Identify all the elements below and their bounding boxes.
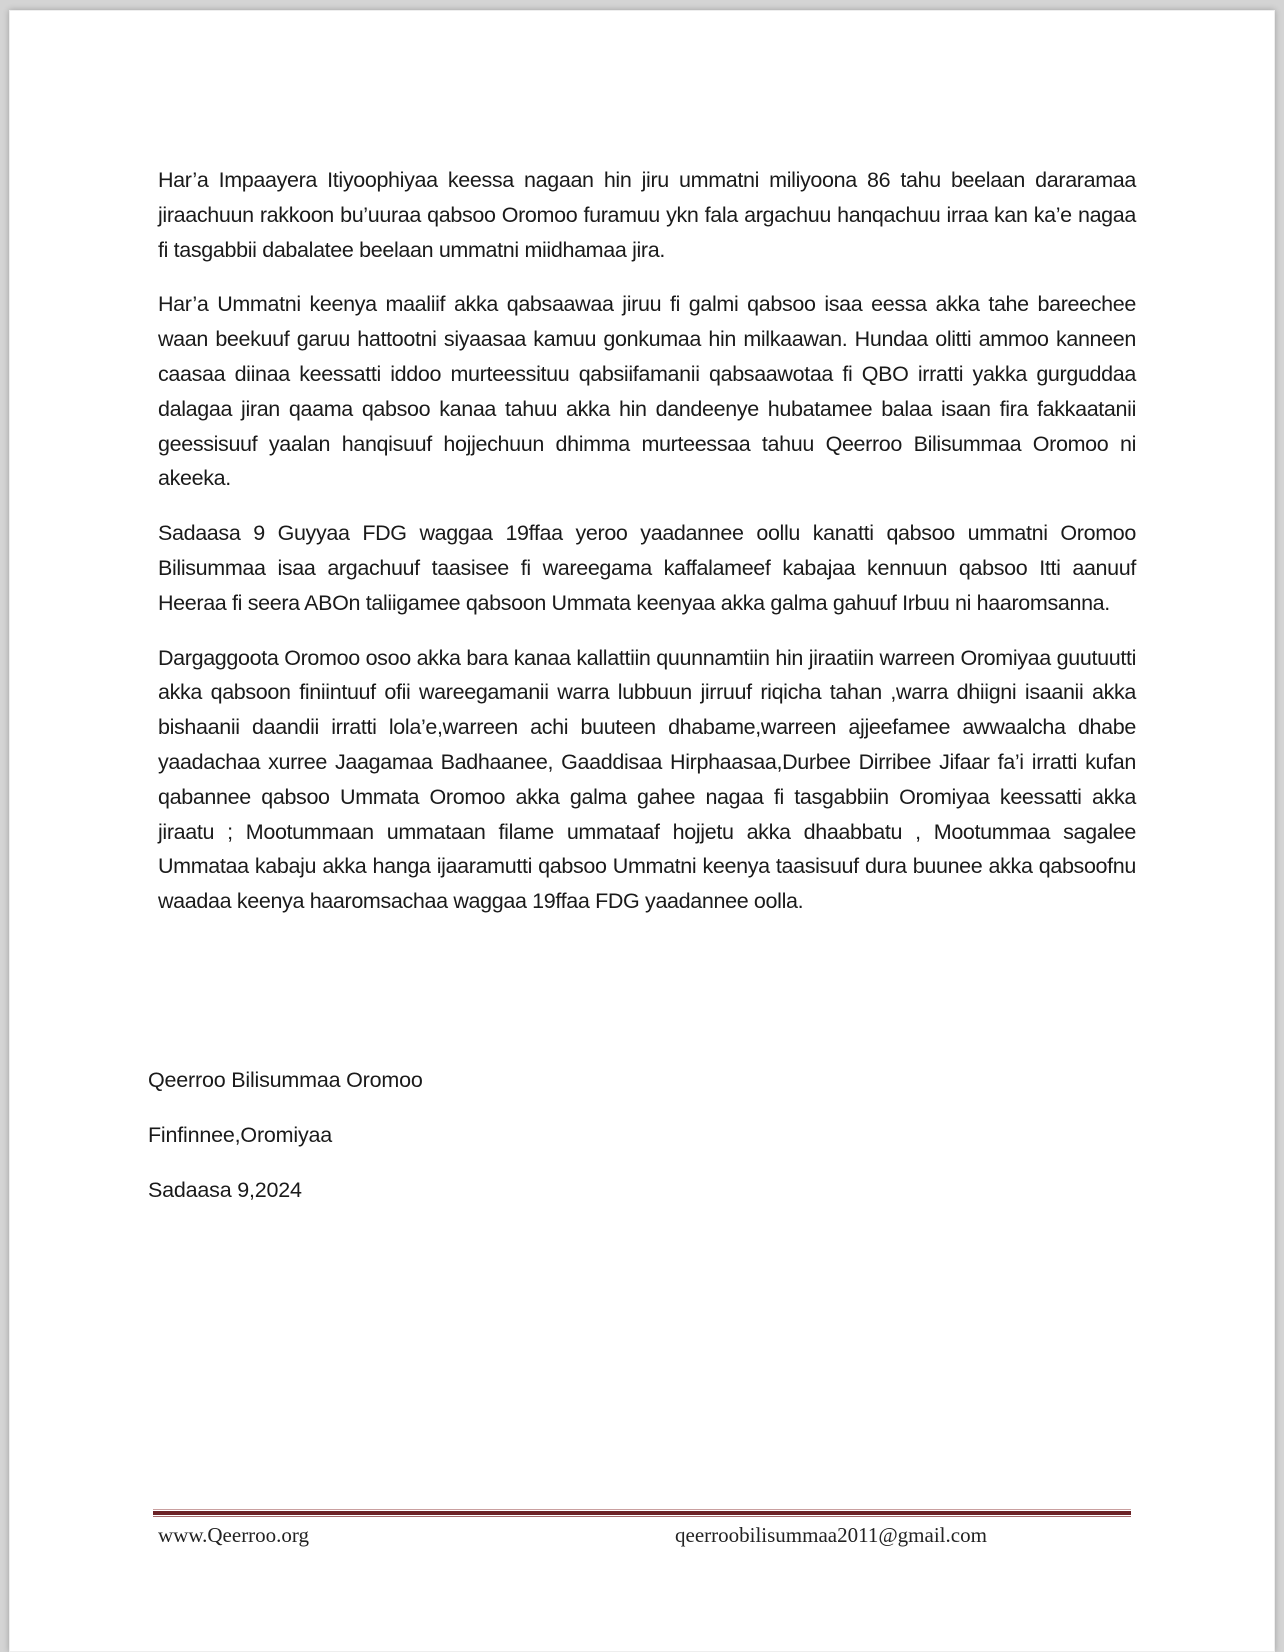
footer-email-link[interactable]: qeerroobilisummaa2011@gmail.com bbox=[675, 1523, 987, 1547]
footer-divider-bottom-line bbox=[153, 1516, 1131, 1517]
document-body bbox=[158, 163, 1136, 939]
document-page bbox=[9, 10, 1275, 1652]
paragraph-1: Har’a Impaayera Itiyoophiyaa keessa nagaan hin jiru ummatni miliyoona 86 tahu beelaan dararamaa jiraachuun rakkoon bu’uuraa qabsoo Oromoo furamuu ykn fala argachuu hanqachuu irraa kan ka’e nagaa fi tasgabbii dabalatee beelaan ummatni miidhamaa jira. bbox=[158, 168, 1136, 262]
paragraph-4: Dargaggoota Oromoo osoo akka bara kanaa kallattiin quunnamtiin hin jiraatiin warreen Oromiyaa guutuutti akka qabsoon finiintuuf ofii wareegamanii warra lubbuun jirruuf riqicha tahan ,warra dhiigni isaanii akka bishaanii daandii irratti lola’e,warreen achi buuteen dhabame,warreen ajjeefamee awwaalcha dhabe yaadachaa xurree Jaagamaa Badhaanee, Gaaddisaa Hirphaasaa,Durbee Dirribee Jifaar fa’i irratti kufan qabannee qabsoo Ummata Oromoo akka galma gahee nagaa fi tasgabbiin Oromiyaa keessatti akka jiraatu ; Mootummaan ummataan filame ummataaf hojjetu akka dhaabbatu , Mootummaa sagalee Ummataa kabaju akka hanga ijaaramutti qabsoo Ummatni keenya taasisuuf dura buunee akka qabsoofnu waadaa keenya haaromsachaa waggaa 19ffaa FDG yaadannee oolla. bbox=[158, 645, 1136, 914]
paragraph-2: Har’a Ummatni keenya maaliif akka qabsaawaa jiruu fi galmi qabsoo isaa eessa akka tahe bareechee waan beekuuf garuu hattootni siyaasaa kamuu gonkumaa hin milkaawan. Hundaa olitti ammoo kanneen caasaa diinaa keessatti iddoo murteessituu qabsiifamanii qabsaawotaa fi QBO irratti yakka gurguddaa dalagaa jiran qaama qabsoo kanaa tahuu akka hin dandeenye hubatamee balaa isaan fira fakkaatanii geessisuuf yaalan hanqisuuf hojjechuun dhimma murteessaa tahuu Qeerroo Bilisummaa Oromoo ni akeeka. bbox=[158, 292, 1136, 491]
signature-date: Sadaasa 9,2024 bbox=[148, 1178, 302, 1202]
footer-divider-thick-line bbox=[153, 1511, 1131, 1515]
signature-place: Finfinnee,Oromiyaa bbox=[148, 1123, 333, 1147]
footer-divider bbox=[153, 1509, 1131, 1518]
paragraph-3: Sadaasa 9 Guyyaa FDG waggaa 19ffaa yeroo yaadannee oollu kanatti qabsoo ummatni Oromoo Bilisummaa isaa argachuuf taasisee fi wareegama kaffalameef kabajaa kennuun qabsoo Itti aanuuf Heeraa fi seera ABOn taliigamee qabsoon Ummata keenyaa akka galma gahuuf Irbuu ni haaromsanna. bbox=[158, 521, 1136, 615]
footer-website-link[interactable]: www.Qeerroo.org bbox=[158, 1523, 310, 1547]
footer-divider-top-line bbox=[153, 1509, 1131, 1510]
signature-organization: Qeerroo Bilisummaa Oromoo bbox=[148, 1068, 423, 1092]
